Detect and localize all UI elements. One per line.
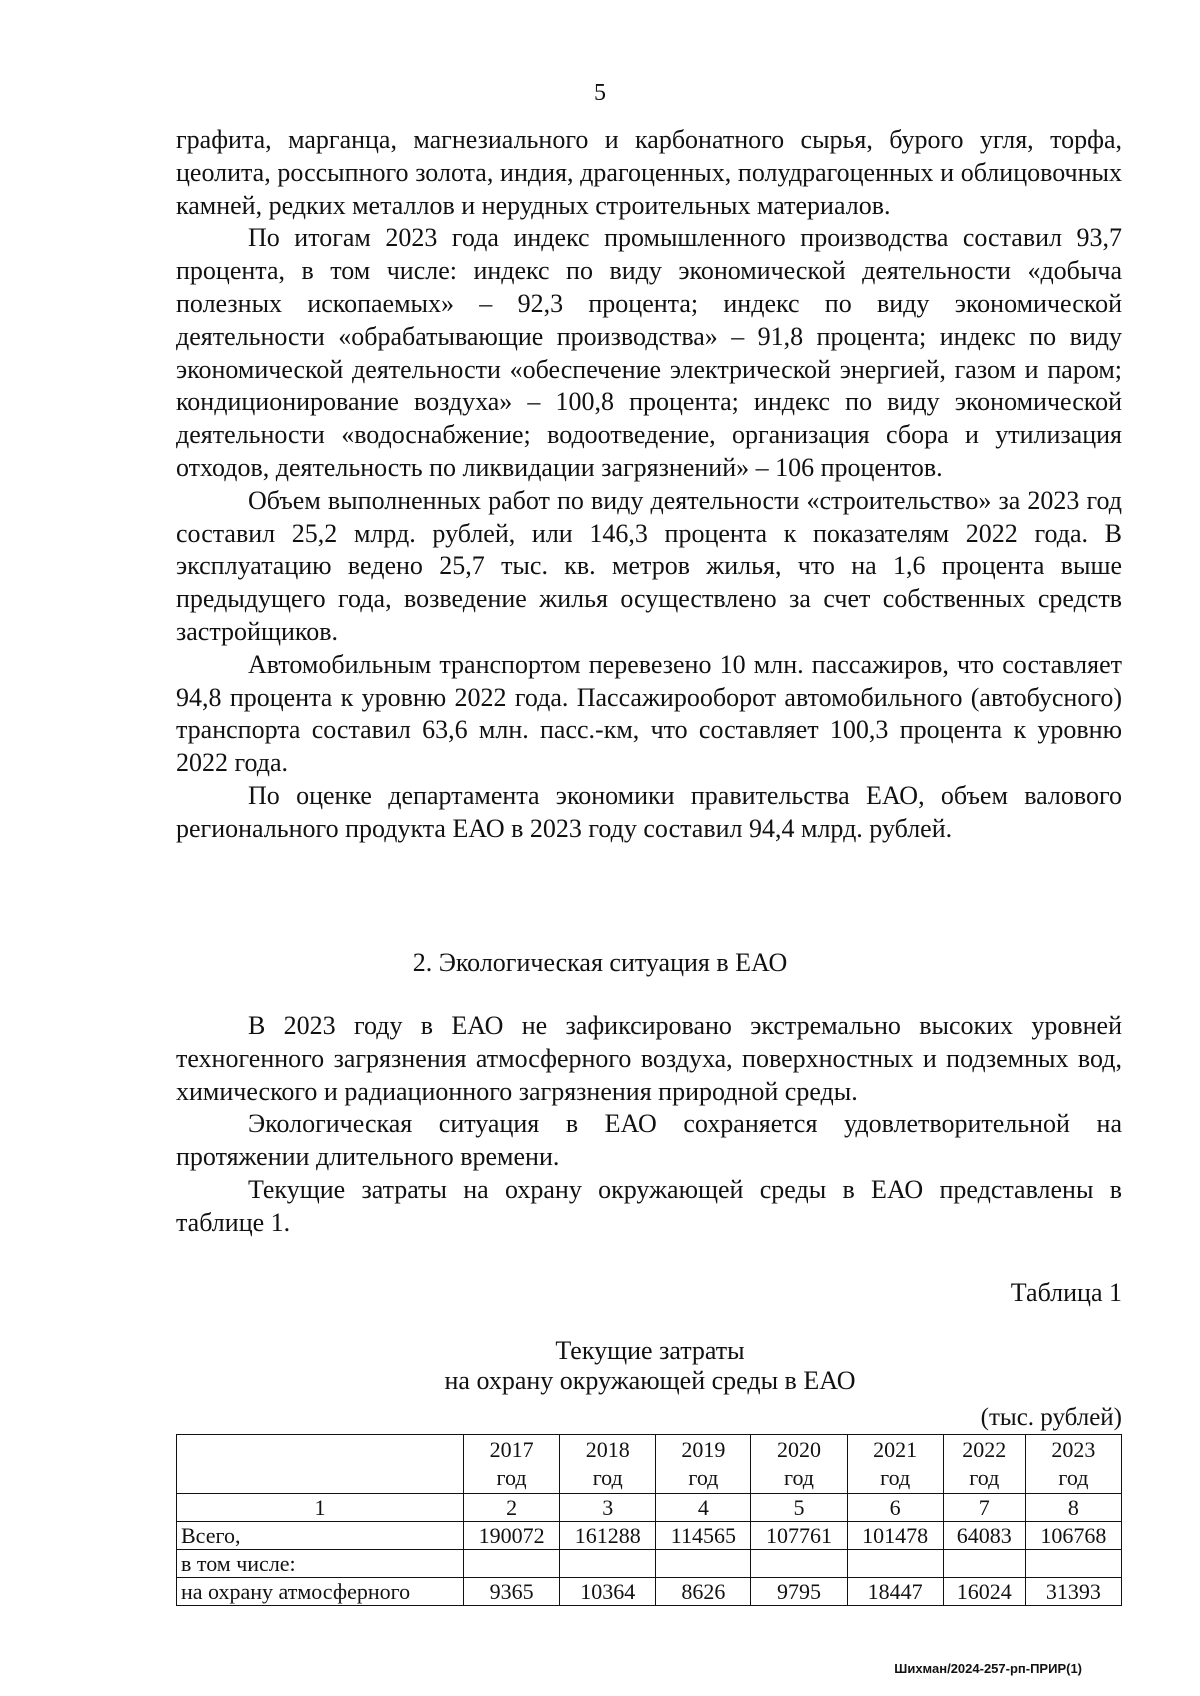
page-number: 5 [594,80,606,106]
table-title [0,1336,1200,1396]
table-cell [751,1550,847,1578]
table-title-line: на охрану окружающей среды в ЕАО [444,1366,856,1395]
table-cell: 8626 [656,1578,751,1606]
paragraph: Экологическая ситуация в ЕАО сохраняется удовлетворительной на протяжении длительного времени. [176,1109,1122,1172]
table-cell: 9365 [464,1578,560,1606]
document-code: Шихман/2024-257-рп-ПРИР(1) [894,1661,1082,1676]
body-text [176,124,1122,846]
paragraph: графита, марганца, магнезиального и карбонатного сырья, бурого угля, торфа, цеолита, россыпного золота, индия, драгоценных, полудрагоценных и облицовочных камней, редких металлов и нерудных строительных материалов. [176,125,1122,220]
header-cell-empty [177,1435,464,1494]
row-label: в том числе: [177,1550,464,1578]
table-cell: 107761 [751,1522,847,1550]
table-cell [943,1550,1025,1578]
paragraph: Объем выполненных работ по виду деятельности «строительство» за 2023 год составил 25,2 млрд. рублей, или 146,3 процента к показателям 2022 года. В эксплуатацию ведено 25,7 тыс. кв. метров жилья, что на 1,6 процента выше предыдущего года, возведение жилья осуществлено за счет собственных средств застройщиков. [176,485,1122,646]
table-cell [656,1550,751,1578]
table-cell: 9795 [751,1578,847,1606]
column-number-cell: 7 [943,1494,1025,1522]
paragraph: По оценке департамента экономики правительства ЕАО, объем валового регионального продукта ЕАО в 2023 году составил 94,4 млрд. рублей. [176,780,1122,843]
table-cell: 114565 [656,1522,751,1550]
column-number-cell: 6 [847,1494,943,1522]
table-cell [464,1550,560,1578]
column-number-row [177,1494,1122,1522]
table-unit: (тыс. рублей) [980,1404,1122,1431]
column-number-cell: 3 [560,1494,656,1522]
header-cell-year: 2020 год [751,1435,847,1494]
column-number-cell: 2 [464,1494,560,1522]
header-cell-year: 2017 год [464,1435,560,1494]
table-cell: 31393 [1025,1578,1121,1606]
table-cell [1025,1550,1121,1578]
table-row [177,1550,1122,1578]
paragraph: В 2023 году в ЕАО не зафиксировано экстремально высоких уровней техногенного загрязнения атмосферного воздуха, поверхностных и подземных вод, химического и радиационного загрязнения природной среды. [176,1011,1122,1106]
table-title-line: Текущие затраты [555,1336,745,1365]
paragraph: Автомобильным транспортом перевезено 10 млн. пассажиров, что составляет 94,8 процента к уровню 2022 года. Пассажирооборот автомобильного (автобусного) транспорта составил 63,6 млн. пасс.-км, что составляет 100,3 процента к уровню 2022 года. [176,649,1122,778]
table-cell: 10364 [560,1578,656,1606]
table-cell [847,1550,943,1578]
table-cell: 101478 [847,1522,943,1550]
column-number-cell: 8 [1025,1494,1121,1522]
table-header-row [177,1435,1122,1494]
row-label: на охрану атмосферного [177,1578,464,1606]
row-label: Всего, [177,1522,464,1550]
expenses-table [176,1434,1122,1606]
paragraph: По итогам 2023 года индекс промышленного производства составил 93,7 процента, в том числе: индекс по виду экономической деятельности «добыча полезных ископаемых» – 92,3 процента; индекс по виду экономической деятельности «обрабатывающие производства» – 91,8 процента; индекс по виду экономической деятельности «обеспечение электрической энергией, газом и паром; кондиционирование воздуха» – 100,8 процента; индекс по виду экономической деятельности «водоснабжение; водоотведение, организация сбора и утилизация отходов, деятельность по ликвидации загрязнений» – 106 процентов. [176,223,1122,482]
table-label: Таблица 1 [1010,1278,1122,1307]
table-row [177,1522,1122,1550]
header-cell-year: 2021 год [847,1435,943,1494]
section-heading: 2. Экологическая ситуация в ЕАО [412,948,788,977]
table-row [177,1578,1122,1606]
column-number-cell: 4 [656,1494,751,1522]
table-cell: 190072 [464,1522,560,1550]
table-cell: 16024 [943,1578,1025,1606]
table-cell: 64083 [943,1522,1025,1550]
table-cell: 106768 [1025,1522,1121,1550]
column-number-cell: 1 [177,1494,464,1522]
header-cell-year: 2019 год [656,1435,751,1494]
header-cell-year: 2023 год [1025,1435,1121,1494]
column-number-cell: 5 [751,1494,847,1522]
table-cell [560,1550,656,1578]
header-cell-year: 2022 год [943,1435,1025,1494]
table-cell: 161288 [560,1522,656,1550]
table-cell: 18447 [847,1578,943,1606]
header-cell-year: 2018 год [560,1435,656,1494]
paragraph: Текущие затраты на охрану окружающей среды в ЕАО представлены в таблице 1. [176,1174,1122,1237]
section-text [176,1010,1122,1240]
